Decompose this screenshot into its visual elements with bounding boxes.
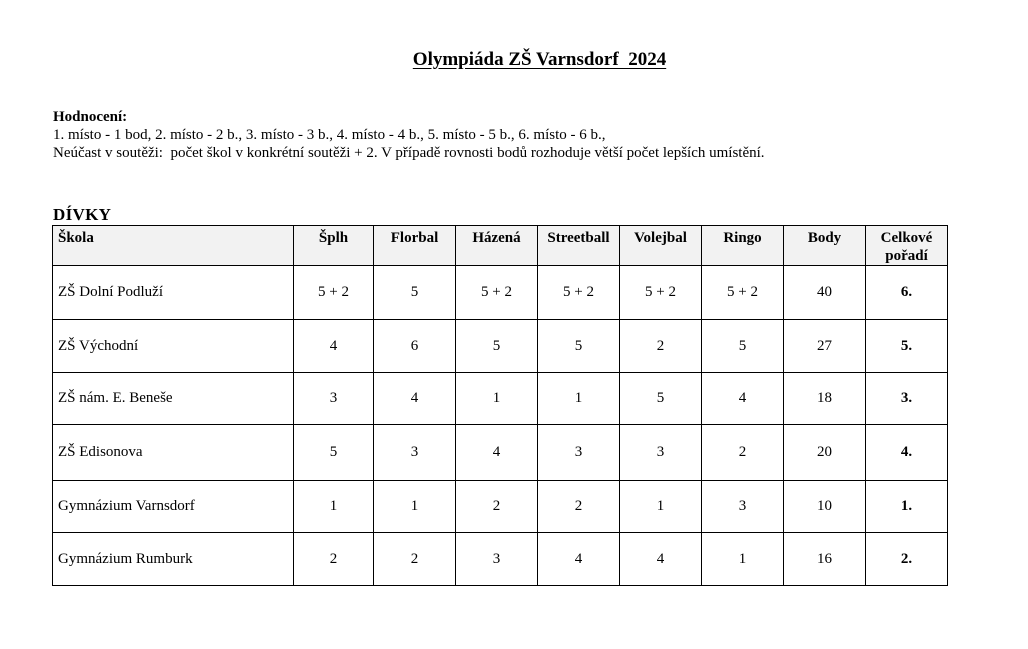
section-title: DÍVKY bbox=[53, 205, 112, 224]
cell-florbal: 4 bbox=[374, 373, 456, 425]
table-row bbox=[53, 533, 948, 586]
cell-overall-rank: 6. bbox=[866, 266, 948, 320]
page-title: Olympiáda ZŠ Varnsdorf 2024 bbox=[412, 49, 667, 70]
cell-volejbal: 4 bbox=[620, 533, 702, 586]
cell-ringo: 3 bbox=[702, 481, 784, 533]
cell-florbal: 1 bbox=[374, 481, 456, 533]
cell-hazena: 5 bbox=[456, 320, 538, 373]
cell-splh: 5 + 2 bbox=[294, 266, 374, 320]
cell-streetball: 4 bbox=[538, 533, 620, 586]
cell-streetball: 3 bbox=[538, 425, 620, 481]
cell-splh: 4 bbox=[294, 320, 374, 373]
cell-body: 16 bbox=[784, 533, 866, 586]
cell-school: ZŠ nám. E. Beneše bbox=[53, 373, 294, 425]
cell-florbal: 6 bbox=[374, 320, 456, 373]
cell-body: 10 bbox=[784, 481, 866, 533]
cell-overall-rank: 1. bbox=[866, 481, 948, 533]
results-table bbox=[52, 225, 948, 586]
cell-hazena: 2 bbox=[456, 481, 538, 533]
cell-hazena: 1 bbox=[456, 373, 538, 425]
cell-ringo: 4 bbox=[702, 373, 784, 425]
cell-splh: 2 bbox=[294, 533, 374, 586]
cell-school: ZŠ Edisonova bbox=[53, 425, 294, 481]
cell-overall-rank: 3. bbox=[866, 373, 948, 425]
cell-school: Gymnázium Varnsdorf bbox=[53, 481, 294, 533]
cell-streetball: 5 bbox=[538, 320, 620, 373]
header-cell-overall-rank: Celkové pořadí bbox=[866, 226, 948, 266]
cell-ringo: 5 bbox=[702, 320, 784, 373]
cell-ringo: 1 bbox=[702, 533, 784, 586]
cell-body: 20 bbox=[784, 425, 866, 481]
cell-body: 18 bbox=[784, 373, 866, 425]
cell-hazena: 5 + 2 bbox=[456, 266, 538, 320]
cell-volejbal: 1 bbox=[620, 481, 702, 533]
rules-block bbox=[53, 108, 765, 162]
cell-hazena: 4 bbox=[456, 425, 538, 481]
header-cell-splh: Šplh bbox=[294, 226, 374, 266]
cell-school: ZŠ Východní bbox=[53, 320, 294, 373]
cell-school: ZŠ Dolní Podluží bbox=[53, 266, 294, 320]
cell-school: Gymnázium Rumburk bbox=[53, 533, 294, 586]
cell-florbal: 3 bbox=[374, 425, 456, 481]
cell-splh: 5 bbox=[294, 425, 374, 481]
header-cell-school: Škola bbox=[53, 226, 294, 266]
header-cell-ringo: Ringo bbox=[702, 226, 784, 266]
cell-volejbal: 2 bbox=[620, 320, 702, 373]
cell-ringo: 5 + 2 bbox=[702, 266, 784, 320]
rules-heading: Hodnocení: bbox=[53, 109, 128, 125]
cell-volejbal: 3 bbox=[620, 425, 702, 481]
cell-streetball: 5 + 2 bbox=[538, 266, 620, 320]
table-row bbox=[53, 425, 948, 481]
cell-volejbal: 5 + 2 bbox=[620, 266, 702, 320]
cell-streetball: 2 bbox=[538, 481, 620, 533]
header-cell-body: Body bbox=[784, 226, 866, 266]
rules-points-line: 1. místo - 1 bod, 2. místo - 2 b., 3. místo - 3 b., 4. místo - 4 b., 5. místo - 5 b., 6. místo - 6 b., bbox=[53, 127, 606, 143]
cell-volejbal: 5 bbox=[620, 373, 702, 425]
table-header-row bbox=[53, 226, 948, 266]
cell-florbal: 5 bbox=[374, 266, 456, 320]
cell-splh: 1 bbox=[294, 481, 374, 533]
cell-overall-rank: 2. bbox=[866, 533, 948, 586]
cell-overall-rank: 4. bbox=[866, 425, 948, 481]
cell-hazena: 3 bbox=[456, 533, 538, 586]
cell-ringo: 2 bbox=[702, 425, 784, 481]
rules-absence-line: Neúčast v soutěži: počet škol v konkrétní soutěži + 2. V případě rovnosti bodů rozhoduje větší počet lepších umístění. bbox=[53, 145, 765, 161]
cell-overall-rank: 5. bbox=[866, 320, 948, 373]
header-cell-volejbal: Volejbal bbox=[620, 226, 702, 266]
table-row bbox=[53, 373, 948, 425]
header-cell-hazena: Házená bbox=[456, 226, 538, 266]
header-cell-streetball: Streetball bbox=[538, 226, 620, 266]
cell-streetball: 1 bbox=[538, 373, 620, 425]
table-row bbox=[53, 320, 948, 373]
header-cell-florbal: Florbal bbox=[374, 226, 456, 266]
cell-florbal: 2 bbox=[374, 533, 456, 586]
cell-body: 27 bbox=[784, 320, 866, 373]
cell-splh: 3 bbox=[294, 373, 374, 425]
table-row bbox=[53, 481, 948, 533]
table-row bbox=[53, 266, 948, 320]
cell-body: 40 bbox=[784, 266, 866, 320]
